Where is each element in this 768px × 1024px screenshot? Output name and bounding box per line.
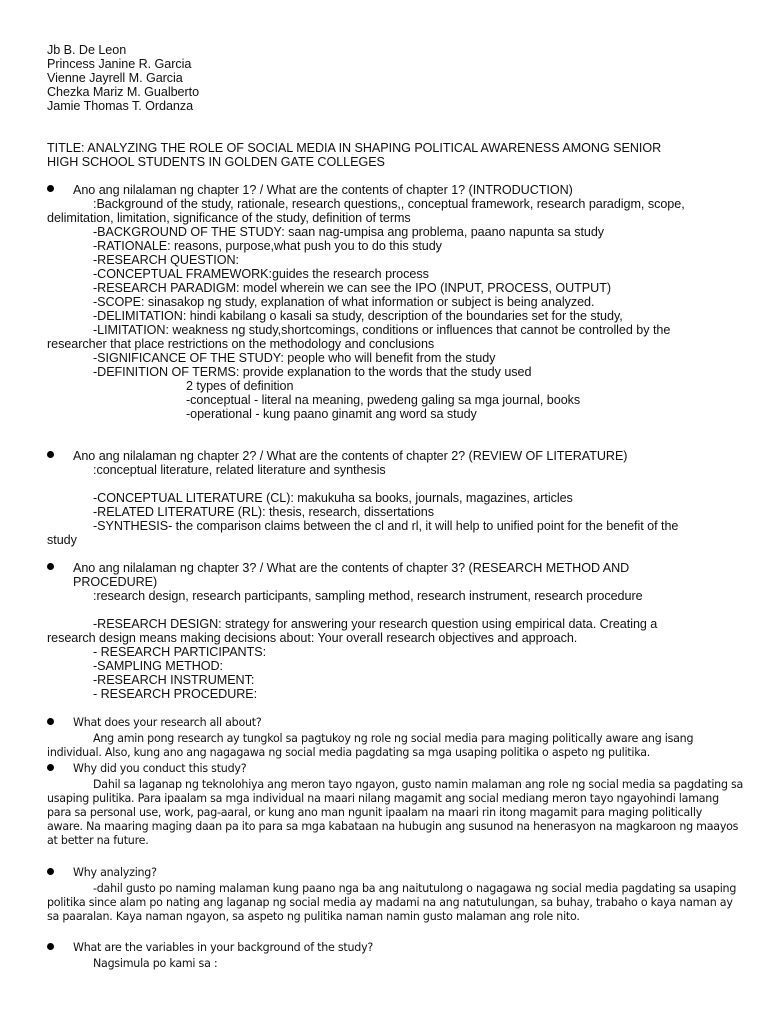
bullet-icon [47, 185, 54, 192]
chapter2-item: study [47, 533, 77, 547]
answer-text: Nagsimula po kami sa : [93, 957, 218, 970]
answer-text: -dahil gusto po naming malaman kung paano nga ba ang naitutulong o nagagawa ng social media pagdating sa usaping [93, 882, 737, 895]
chapter1-item: -CONCEPTUAL FRAMEWORK:guides the research process [93, 267, 429, 281]
chapter1-item: -BACKGROUND OF THE STUDY: saan nag-umpisa ang problema, paano napunta sa study [93, 225, 605, 239]
answer-text: Ang amin pong research ay tungkol sa pagtukoy ng role ng social media para maging politically aware ang isang [93, 732, 694, 745]
author-name: Jamie Thomas T. Ordanza [47, 99, 194, 113]
question-text: What does your research all about? [73, 716, 262, 729]
author-name: Princess Janine R. Garcia [47, 57, 192, 71]
answer-text: aware. Na maaring maging daan pa ito para sa mga kabataan na hubugin ang susunod na henerasyon na magkaroon ng maayos [47, 820, 739, 833]
chapter1-question: Ano ang nilalaman ng chapter 1? / What are the contents of chapter 1? (INTRODUCTION) [73, 183, 573, 197]
chapter1-summary: :Background of the study, rationale, research questions,, conceptual framework, research paradigm, scope, [93, 197, 685, 211]
definition-type: -conceptual - literal na meaning, pwedeng galing sa mga journal, books [186, 393, 581, 407]
chapter1-item: -RESEARCH QUESTION: [93, 253, 239, 267]
chapter1-item: -DELIMITATION: hindi kabilang o kasali sa study, description of the boundaries set for the study, [93, 309, 623, 323]
answer-text: sa paaralan. Kaya naman ngayon, sa aspeto ng pulitika naman namin gusto malaman ang role nito. [47, 910, 580, 923]
answer-text: Dahil sa laganap ng teknolohiya ang meron tayo ngayon, gusto namin malaman ang role ng social media sa pagdating sa [93, 778, 744, 791]
chapter3-summary: :research design, research participants, sampling method, research instrument, research procedure [93, 589, 643, 603]
question-text: What are the variables in your background of the study? [73, 941, 374, 954]
document-title: HIGH SCHOOL STUDENTS IN GOLDEN GATE COLLEGES [47, 155, 385, 169]
definition-type: -operational - kung paano ginamit ang word sa study [186, 407, 477, 421]
answer-text: para sa personal use, work, pag-aaral, or kung ano man ngunit ipaalam na maari rin itong magamit para maging politically [47, 806, 703, 819]
chapter1-item: -RATIONALE: reasons, purpose,what push you to do this study [93, 239, 442, 253]
chapter1-item: -SCOPE: sinasakop ng study, explanation of what information or subject is being analyzed. [93, 295, 595, 309]
bullet-icon [47, 868, 54, 875]
chapter2-question: Ano ang nilalaman ng chapter 2? / What are the contents of chapter 2? (REVIEW OF LITERATURE) [73, 449, 628, 463]
bullet-icon [47, 764, 54, 771]
chapter1-item: researcher that place restrictions on the methodology and conclusions [47, 337, 435, 351]
bullet-icon [47, 943, 54, 950]
chapter1-item: -DEFINITION OF TERMS: provide explanation to the words that the study used [93, 365, 532, 379]
document-title: TITLE: ANALYZING THE ROLE OF SOCIAL MEDIA IN SHAPING POLITICAL AWARENESS AMONG SENIOR [47, 141, 662, 155]
chapter2-item: -SYNTHESIS- the comparison claims between the cl and rl, it will help to unified point for the benefit of the [93, 519, 679, 533]
definition-type: 2 types of definition [186, 379, 294, 393]
bullet-icon [47, 718, 54, 725]
answer-text: individual. Also, kung ano ang nagagawa ng social media pagdating sa mga usaping politika o aspeto ng pulitika. [47, 746, 651, 759]
question-text: Why did you conduct this study? [73, 762, 247, 775]
answer-text: usaping pulitika. Para ipaalam sa mga individual na maari nilang magamit ang social mediang meron tayo ngayohindi lamang [47, 792, 719, 805]
chapter3-item: research design means making decisions about: Your overall research objectives and approach. [47, 631, 578, 645]
chapter1-item: -LIMITATION: weakness ng study,shortcomings, conditions or influences that cannot be controlled by the [93, 323, 671, 337]
bullet-icon [47, 451, 54, 458]
chapter2-summary: :conceptual literature, related literature and synthesis [93, 463, 386, 477]
chapter3-item: - RESEARCH PROCEDURE: [93, 687, 258, 701]
chapter3-item: -RESEARCH INSTRUMENT: [93, 673, 255, 687]
question-text: Why analyzing? [73, 866, 157, 879]
answer-text: at better na future. [47, 834, 149, 847]
chapter3-item: -SAMPLING METHOD: [93, 659, 223, 673]
author-name: Vienne Jayrell M. Garcia [47, 71, 183, 85]
chapter2-item: -CONCEPTUAL LITERATURE (CL): makukuha sa books, journals, magazines, articles [93, 491, 573, 505]
author-name: Jb B. De Leon [47, 43, 127, 57]
chapter3-question: PROCEDURE) [73, 575, 158, 589]
chapter2-item: -RELATED LITERATURE (RL): thesis, research, dissertations [93, 505, 435, 519]
chapter1-item: -RESEARCH PARADIGM: model wherein we can see the IPO (INPUT, PROCESS, OUTPUT) [93, 281, 611, 295]
chapter3-question: Ano ang nilalaman ng chapter 3? / What are the contents of chapter 3? (RESEARCH METHOD AND [73, 561, 630, 575]
chapter1-summary: delimitation, limitation, significance of the study, definition of terms [47, 211, 411, 225]
answer-text: politika since alam po nating ang laganap ng social media ay madami na ang natutulungan, sa buhay, trabaho o kaya naman ay [47, 896, 733, 909]
chapter1-item: -SIGNIFICANCE OF THE STUDY: people who will benefit from the study [93, 351, 496, 365]
author-name: Chezka Mariz M. Gualberto [47, 85, 200, 99]
chapter3-item: -RESEARCH DESIGN: strategy for answering your research question using empirical data. Creating a [93, 617, 658, 631]
bullet-icon [47, 563, 54, 570]
chapter3-item: - RESEARCH PARTICIPANTS: [93, 645, 267, 659]
